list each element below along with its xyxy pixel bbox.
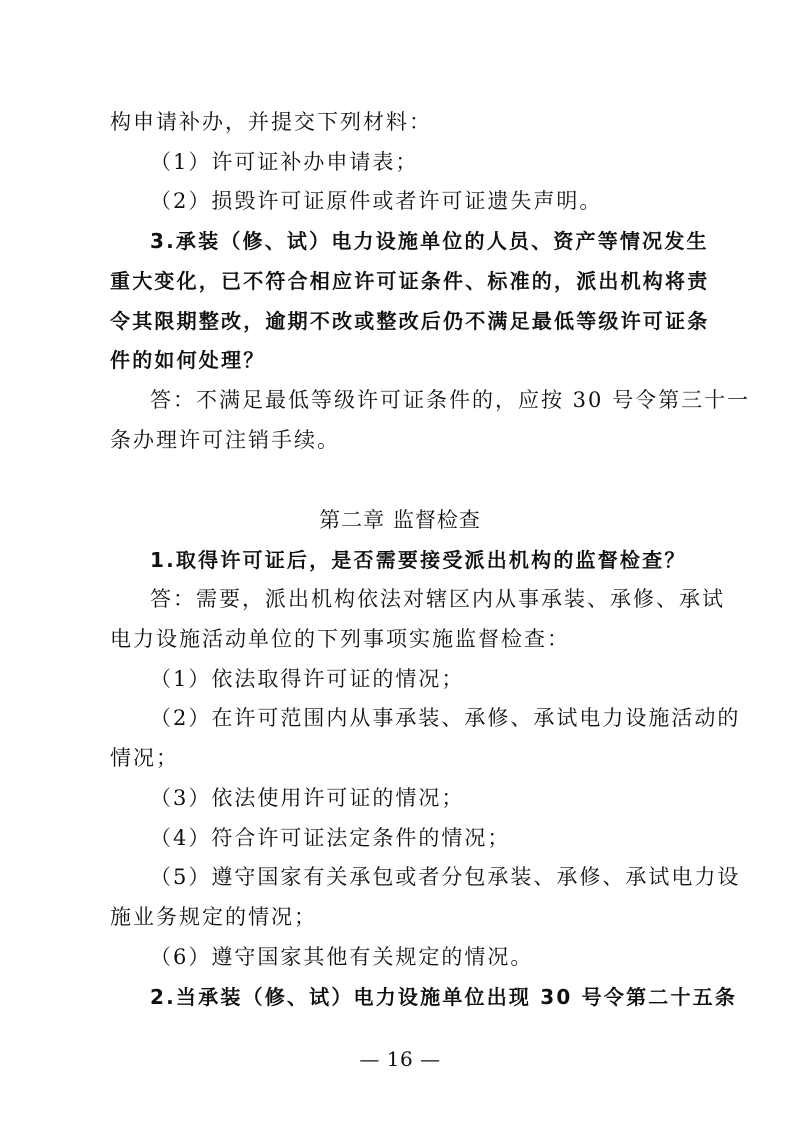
list-item: （5）遵守国家有关承包或者分包承装、承修、承试电力设: [150, 865, 741, 889]
question-heading: 件的如何处理？: [110, 348, 266, 372]
chapter-title: 第二章 监督检查: [319, 508, 481, 532]
list-item: （2）损毁许可证原件或者许可证遗失声明。: [150, 189, 603, 213]
list-item: （2）在许可范围内从事承装、承修、承试电力设施活动的: [150, 706, 741, 730]
answer-line: 答：需要，派出机构依法对辖区内从事承装、承修、承试: [150, 587, 725, 611]
page-number: — 16 —: [359, 1047, 441, 1071]
question-heading: 3.承装（修、试）电力设施单位的人员、资产等情况发生: [150, 229, 709, 253]
answer-line: 答：不满足最低等级许可证条件的，应按 30 号令第三十一: [150, 388, 751, 412]
answer-line: 条办理许可注销手续。: [110, 428, 340, 452]
question-heading: 1.取得许可证后，是否需要接受派出机构的监督检查？: [150, 548, 687, 572]
question-heading: 令其限期整改，逾期不改或整改后仍不满足最低等级许可证条: [110, 309, 710, 333]
list-item: （1）许可证补办申请表；: [150, 150, 419, 174]
answer-line: 电力设施活动单位的下列事项实施监督检查：: [110, 627, 570, 651]
list-item: （4）符合许可证法定条件的情况；: [150, 826, 511, 850]
list-item: 施业务规定的情况；: [110, 905, 317, 929]
list-item: 情况；: [110, 746, 179, 770]
paragraph-line: 构申请补办，并提交下列材料：: [110, 110, 432, 134]
list-item: （1）依法取得许可证的情况；: [150, 667, 465, 691]
list-item: （6）遵守国家其他有关规定的情况。: [150, 945, 534, 969]
question-heading: 重大变化，已不符合相应许可证条件、标准的，派出机构将责: [110, 269, 710, 293]
question-heading: 2.当承装（修、试）电力设施单位出现 30 号令第二十五条: [150, 985, 738, 1009]
list-item: （3）依法使用许可证的情况；: [150, 786, 465, 810]
